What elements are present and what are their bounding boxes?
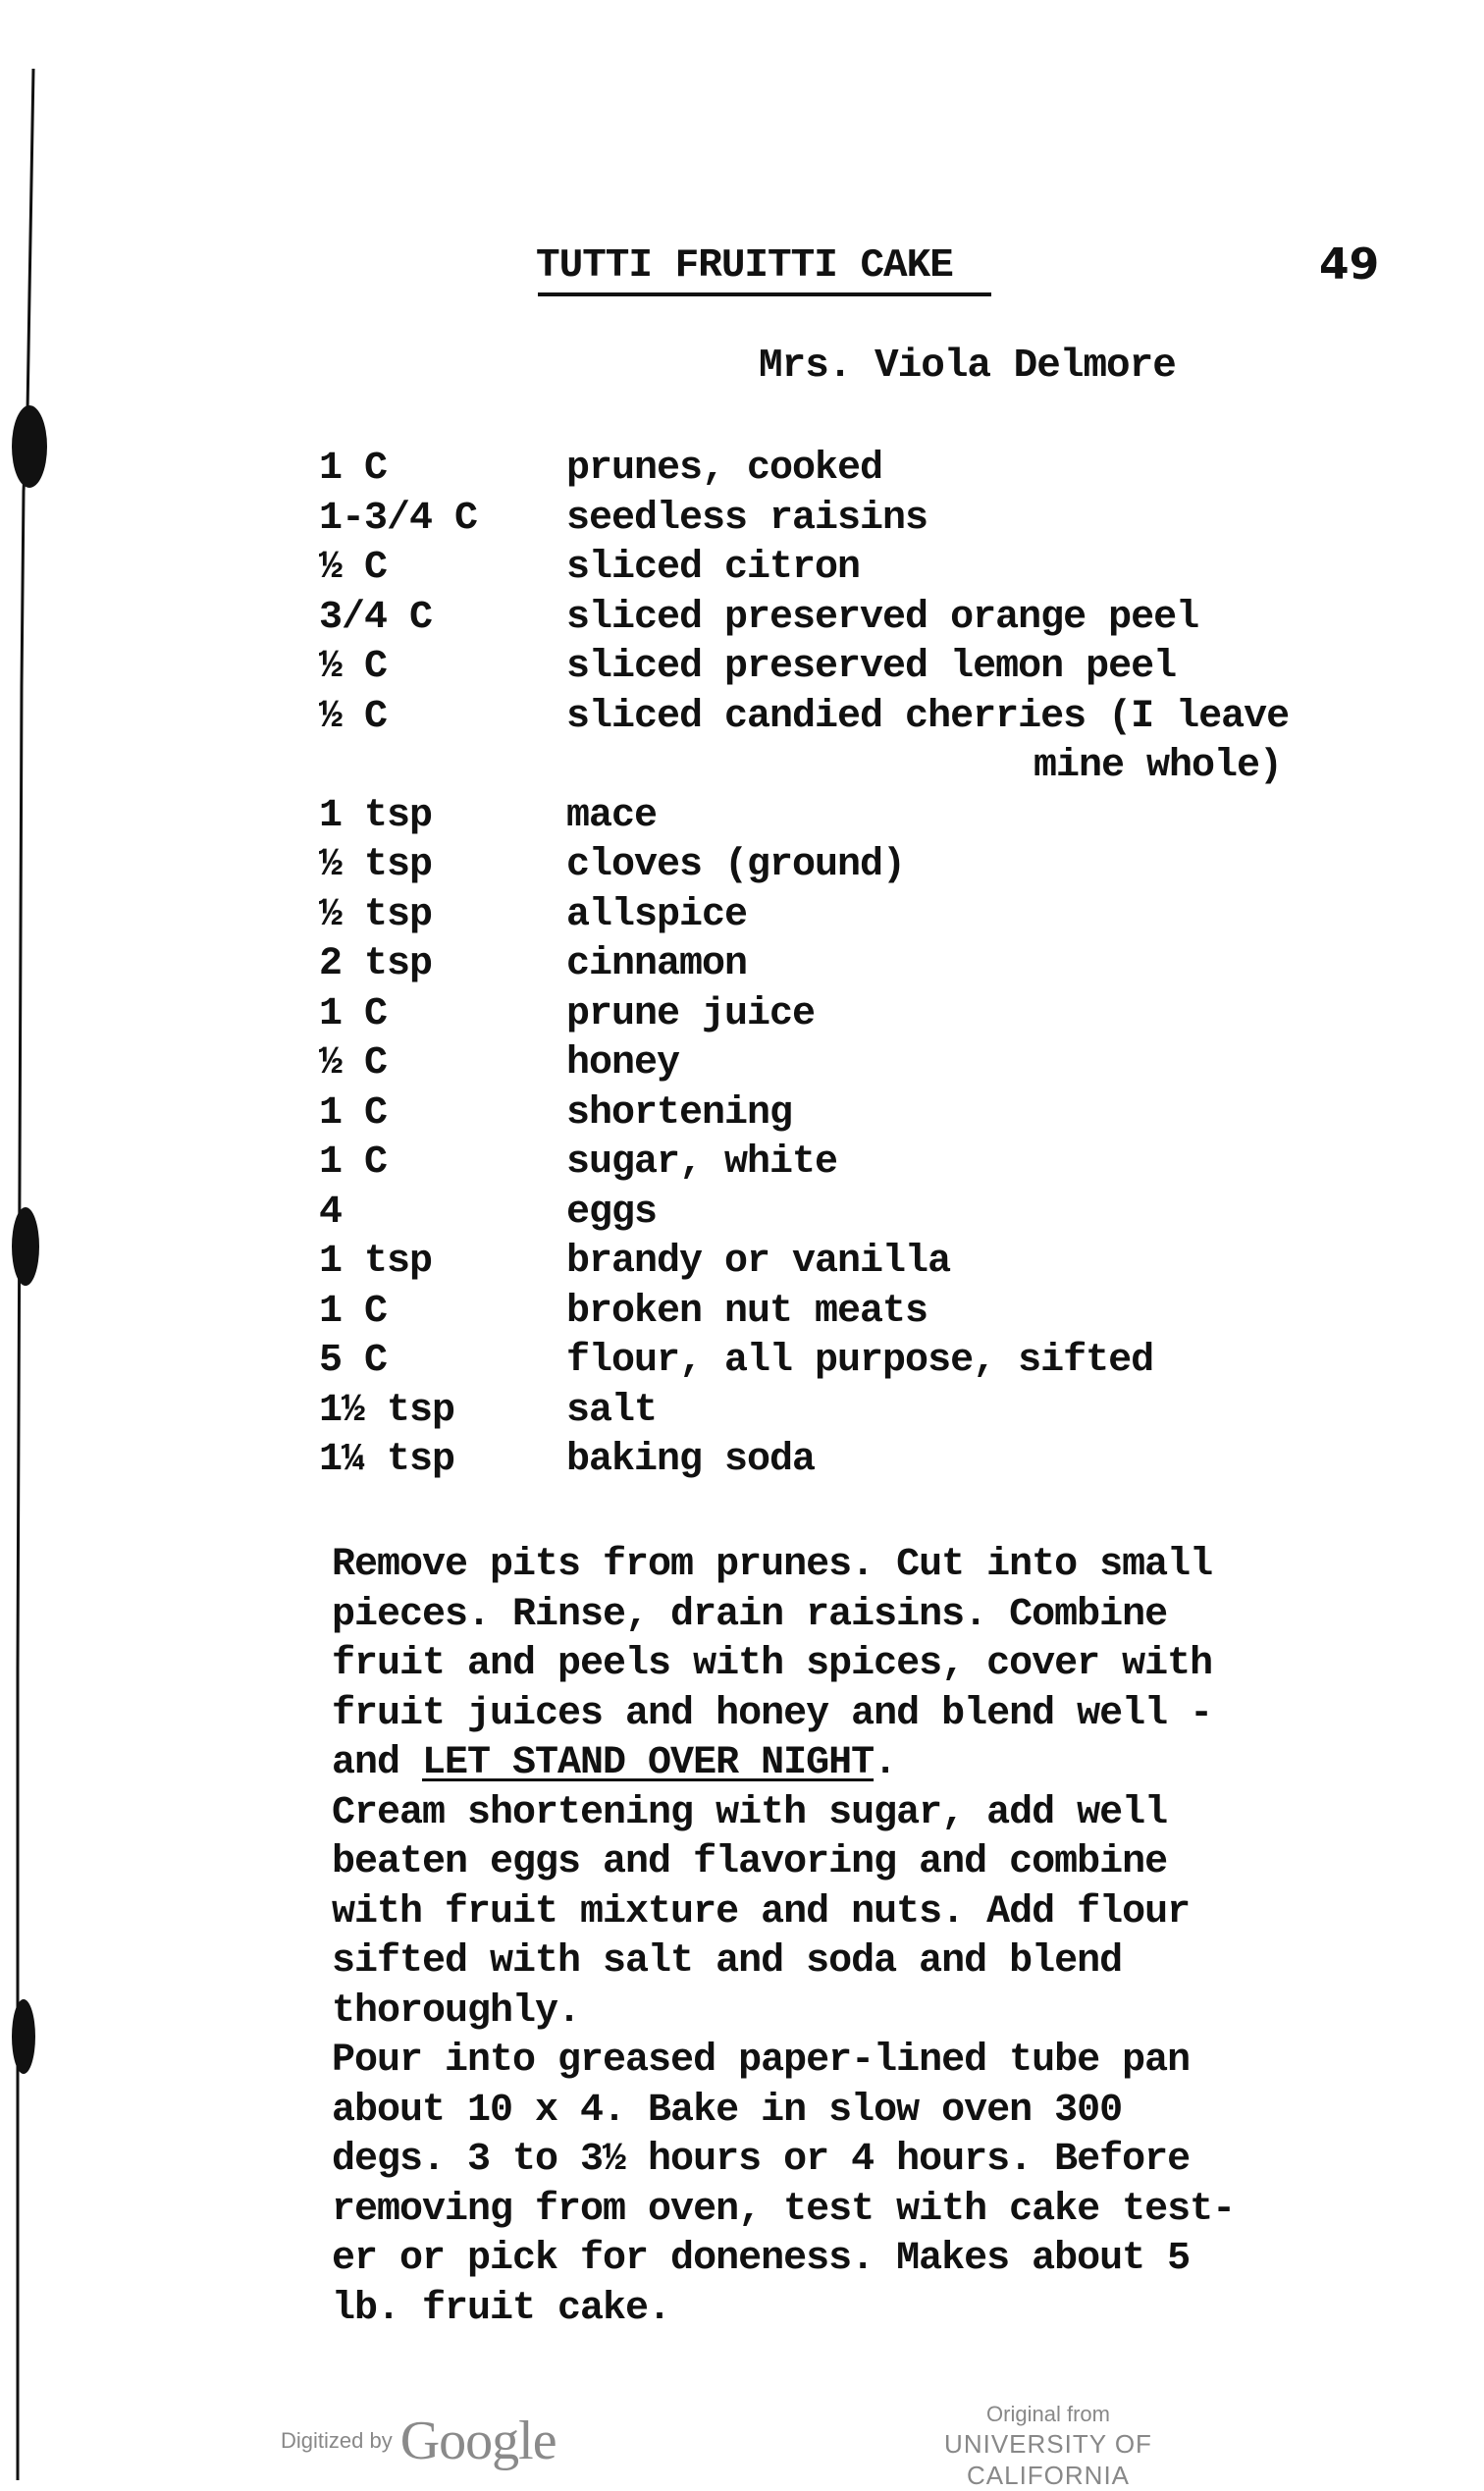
instruction-text: and: [332, 1741, 423, 1785]
instruction-line: thoroughly.: [332, 1988, 581, 2034]
ingredient-row: [319, 497, 1418, 547]
ingredient-name: eggs: [566, 1190, 658, 1235]
ingredient-quantity: 1½ tsp: [319, 1388, 455, 1433]
ingredient-quantity: 1 C: [319, 1090, 388, 1136]
instruction-line: beaten eggs and flavoring and combine: [332, 1840, 1168, 1884]
ingredient-quantity: 1 C: [319, 1140, 388, 1185]
digitized-by-google-watermark: [281, 2410, 556, 2472]
ingredient-quantity: 1 C: [319, 1289, 388, 1334]
ingredient-quantity: 1 tsp: [319, 793, 433, 838]
instructions: [332, 1541, 1392, 2334]
instruction-line: Cream shortening with sugar, add well: [332, 1790, 1168, 1835]
source-attribution: [872, 2401, 1225, 2491]
ingredient-quantity: ½ tsp: [319, 843, 433, 887]
ingredient-name: sliced candied cherries (I leave: [566, 694, 1290, 739]
instruction-line: Pour into greased paper-lined tube pan: [332, 2039, 1191, 2083]
instruction-line: pieces. Rinse, drain raisins. Combine: [332, 1592, 1168, 1637]
ingredient-row: [319, 1438, 1418, 1488]
emphasis-let-stand: LET STAND OVER NIGHT: [422, 1741, 874, 1785]
ingredient-row: [319, 695, 1418, 745]
google-logo: Google: [399, 2411, 556, 2471]
ingredient-row: [319, 1041, 1418, 1091]
instruction-line: sifted with salt and soda and blend: [332, 1939, 1123, 1984]
ingredient-quantity: 3/4 C: [319, 595, 433, 640]
ingredient-name: salt: [566, 1388, 658, 1433]
instruction-line: [332, 1739, 1392, 1789]
ingredient-name: mace: [566, 793, 658, 838]
instruction-line: er or pick for doneness. Makes about 5: [332, 2237, 1191, 2281]
instruction-text: .: [874, 1741, 897, 1785]
ingredient-row: [319, 1389, 1418, 1439]
ingredient-quantity: ½ tsp: [319, 892, 433, 937]
ingredient-quantity: 5 C: [319, 1339, 388, 1383]
ingredient-row: [319, 1091, 1418, 1141]
ingredient-row: [319, 596, 1418, 646]
recipe-author: Mrs. Viola Delmore: [759, 344, 1176, 389]
ingredient-quantity: 1 C: [319, 447, 388, 491]
ingredient-quantity: 1-3/4 C: [319, 496, 478, 541]
ingredient-name: brandy or vanilla: [566, 1240, 951, 1284]
ingredient-name: allspice: [566, 892, 748, 937]
ingredient-quantity: 4: [319, 1190, 343, 1235]
ingredient-name: shortening: [566, 1090, 793, 1136]
ingredient-name: baking soda: [566, 1438, 816, 1482]
ingredient-name: sliced preserved lemon peel: [566, 645, 1177, 689]
ingredient-row: [319, 843, 1418, 893]
instruction-line: with fruit mixture and nuts. Add flour: [332, 1889, 1191, 1934]
ingredient-row: [319, 942, 1418, 992]
ingredient-name: sugar, white: [566, 1140, 838, 1185]
instruction-line: degs. 3 to 3½ hours or 4 hours. Before: [332, 2138, 1191, 2182]
ingredient-name: prunes, cooked: [566, 447, 883, 491]
ingredient-quantity: 1 C: [319, 991, 388, 1036]
instruction-line: fruit and peels with spices, cover with: [332, 1642, 1213, 1686]
ingredient-quantity: 1 tsp: [319, 1240, 433, 1284]
ingredient-quantity: ½ C: [319, 1041, 388, 1086]
ingredient-quantity: 2 tsp: [319, 942, 433, 986]
ingredient-name: honey: [566, 1041, 680, 1086]
instruction-paragraph-2: [332, 1789, 1392, 2038]
ingredient-name: flour, all purpose, sifted: [566, 1339, 1154, 1383]
page-number: 49: [1319, 239, 1380, 290]
instruction-line: about 10 x 4. Bake in slow oven 300: [332, 2088, 1123, 2133]
ingredient-row: [319, 1191, 1418, 1241]
ingredient-quantity: ½ C: [319, 546, 388, 590]
recipe-title: TUTTI FRUITTI CAKE: [536, 243, 953, 289]
original-from-label: Original from: [986, 2402, 1110, 2426]
ingredient-row: [319, 744, 1418, 794]
university-label: UNIVERSITY OF CALIFORNIA: [944, 2429, 1152, 2490]
instruction-paragraph-3: [332, 2037, 1392, 2334]
instruction-line: fruit juices and honey and blend well -: [332, 1691, 1213, 1736]
ingredient-quantity: 1¼ tsp: [319, 1438, 455, 1482]
ingredient-name: sliced citron: [566, 546, 861, 590]
ingredient-name: seedless raisins: [566, 496, 928, 541]
instruction-line: Remove pits from prunes. Cut into small: [332, 1543, 1213, 1587]
title-underline: [538, 292, 991, 296]
ingredient-continuation: mine whole): [1034, 744, 1283, 788]
instruction-paragraph-1: [332, 1541, 1392, 1789]
ingredient-row: [319, 1140, 1418, 1191]
ingredient-row: [319, 546, 1418, 596]
ingredient-name: prune juice: [566, 991, 816, 1036]
ingredient-list: [319, 447, 1418, 1488]
instruction-line: removing from oven, test with cake test-: [332, 2187, 1236, 2232]
ingredient-row: [319, 794, 1418, 844]
ingredient-row: [319, 1240, 1418, 1290]
ingredient-name: cinnamon: [566, 942, 748, 986]
ingredient-row: [319, 1339, 1418, 1389]
ingredient-name: sliced preserved orange peel: [566, 595, 1199, 640]
ingredient-quantity: ½ C: [319, 694, 388, 739]
ingredient-row: [319, 893, 1418, 943]
ingredient-row: [319, 992, 1418, 1042]
digitized-by-label: Digitized by: [281, 2428, 393, 2453]
instruction-line: lb. fruit cake.: [332, 2286, 671, 2331]
ingredient-name: cloves (ground): [566, 843, 906, 887]
ingredient-row: [319, 1290, 1418, 1340]
ingredient-quantity: ½ C: [319, 645, 388, 689]
ingredient-name: broken nut meats: [566, 1289, 928, 1334]
ingredient-row: [319, 447, 1418, 497]
ingredient-row: [319, 645, 1418, 695]
